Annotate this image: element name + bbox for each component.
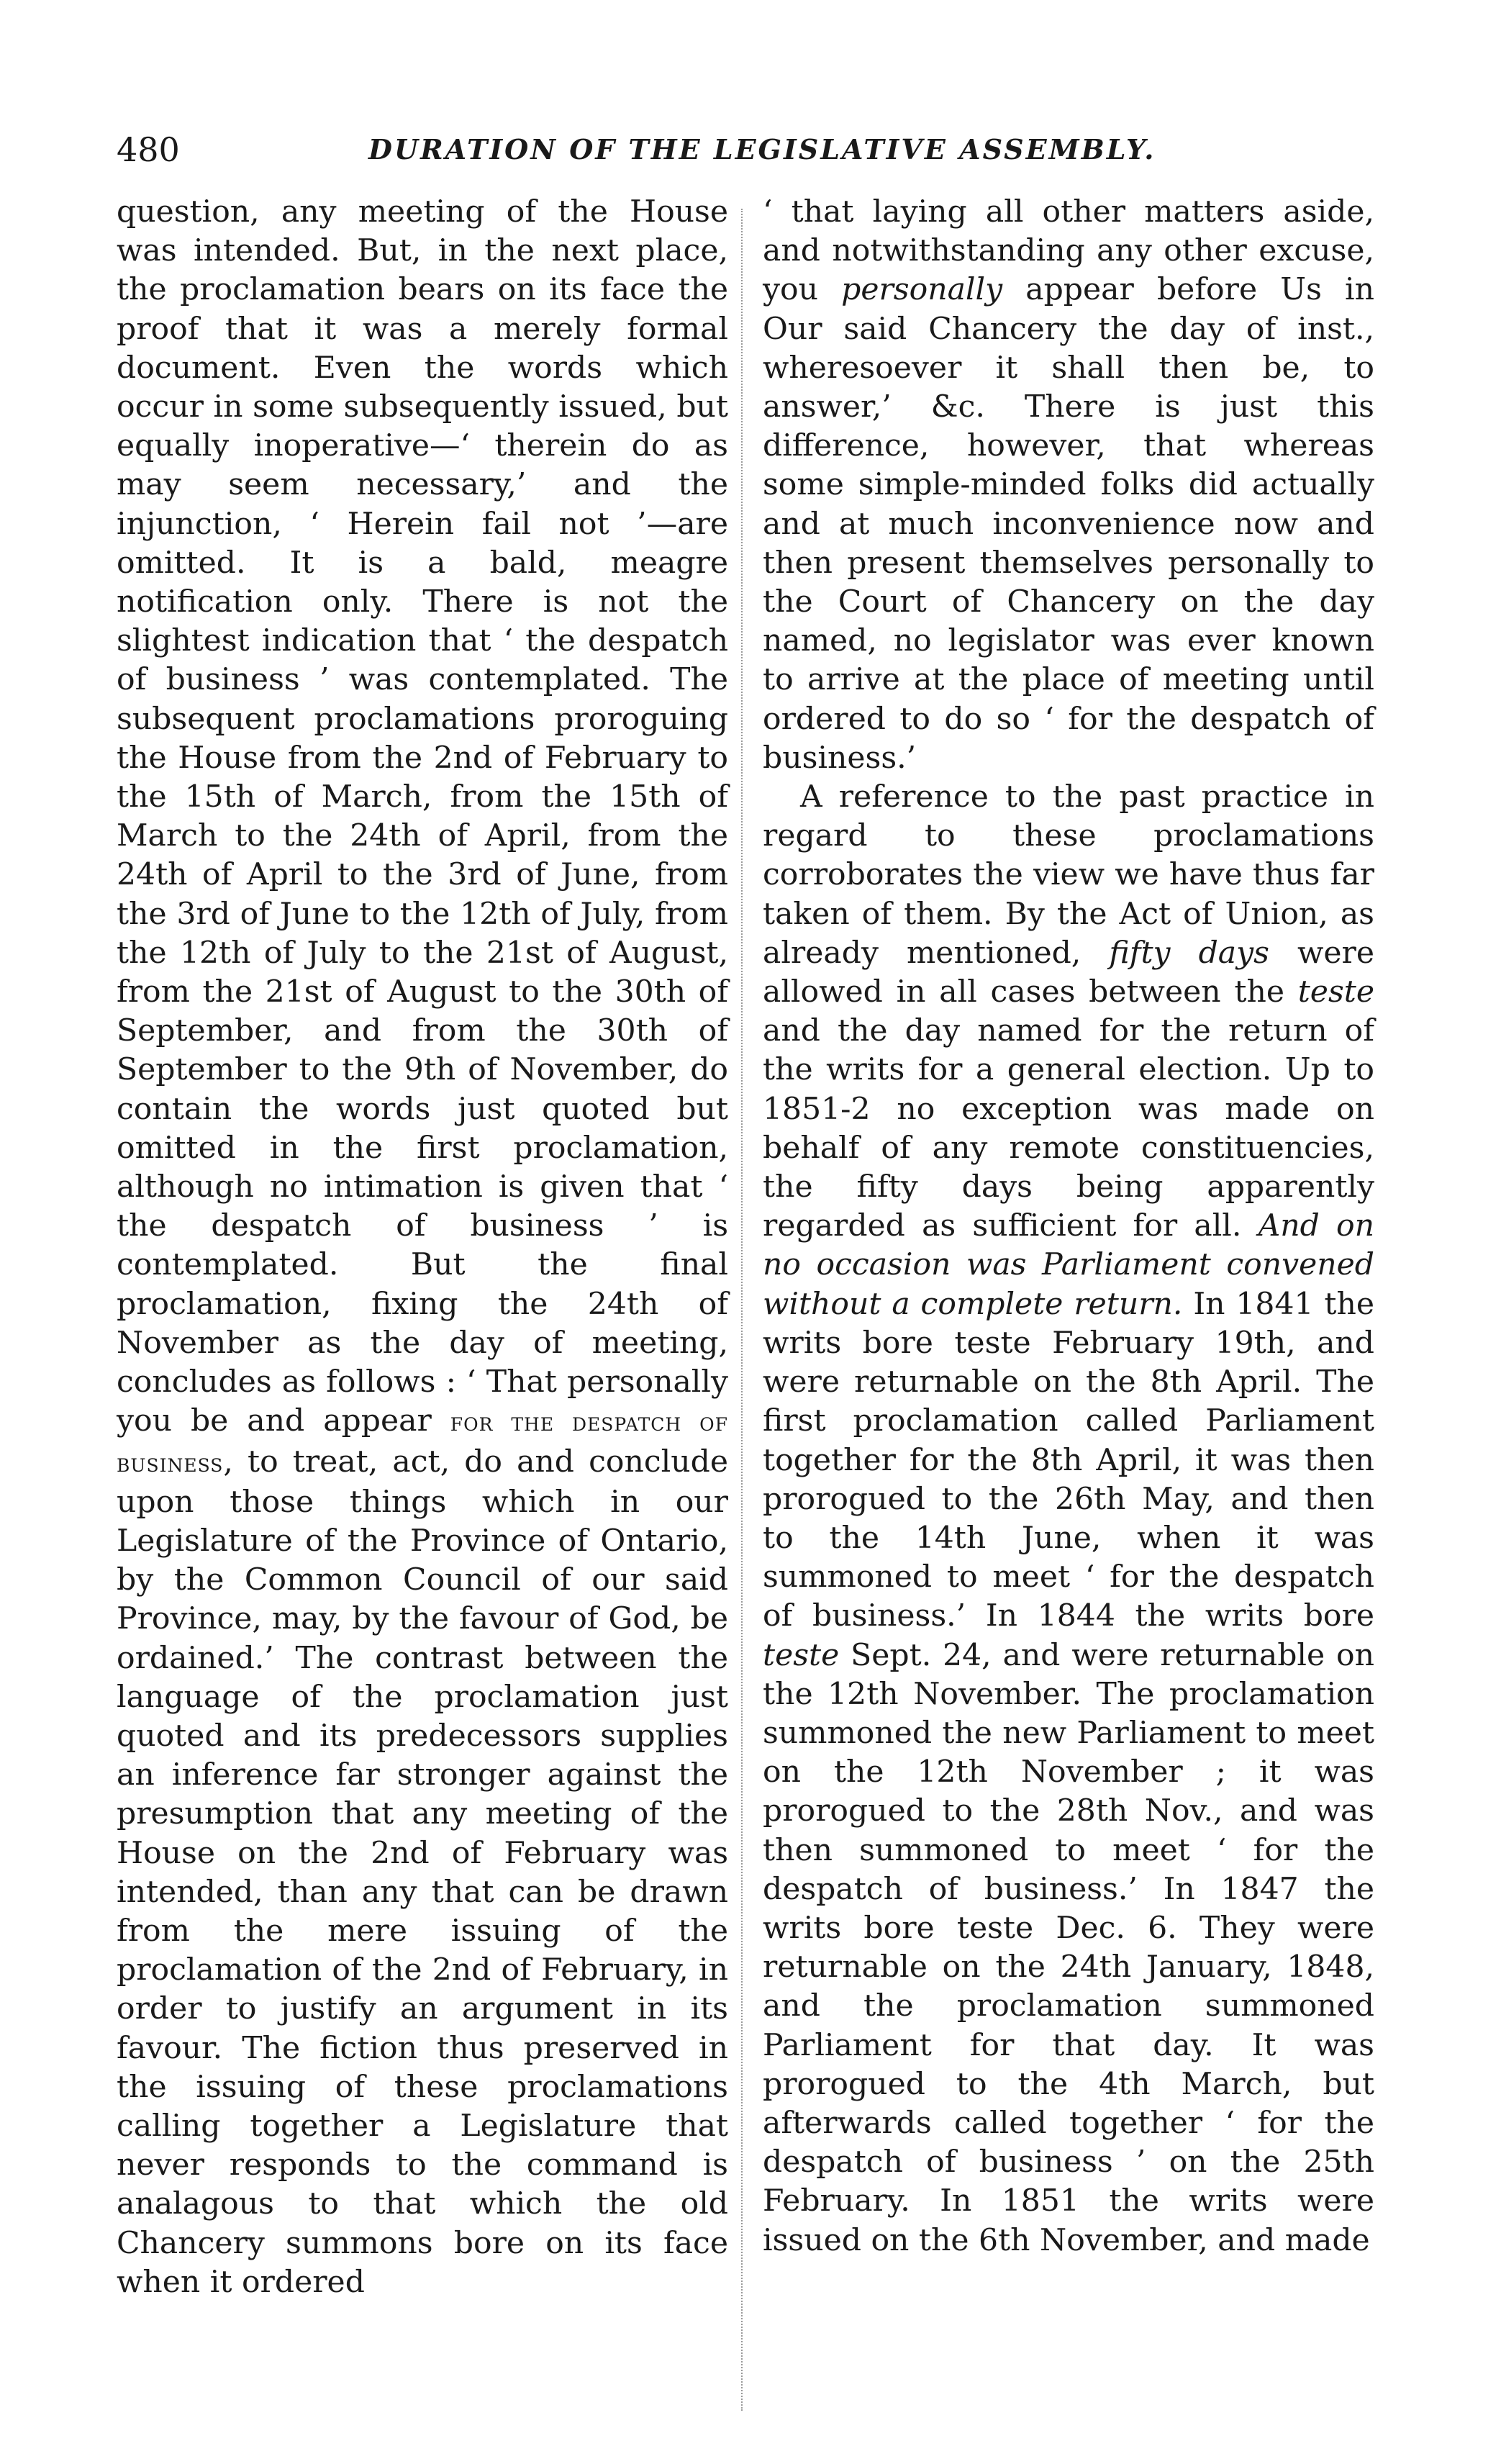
right-p2-text-e: Sept. 24, and were returnable on the 12th November. The proclamation summoned the new Parliament to meet on the 12th November ; it was prorogued to the 28th Nov., and was then summoned to meet ‘ for the despatch of business.’ In 1847 the writs bore teste Dec. 6. They were returnable on the 24th January, 1848, and the proclamation summoned Parliament for that day. It was prorogued to the 4th March, but afterwards called together ‘ for the despatch of business ’ on the 25th February. In 1851 the writs were issued on the 6th November, and made — [763, 1637, 1374, 2258]
left-text-part-1: question, any meeting of the House was intended. But, in the next place, the proclamation bears on its face the proof that it was a merely formal document. Even the words which occur in some subsequently issued, but equally inoperative—‘ therein do as may seem necessary,’ and the injunction, ‘ Herein fail not ’—are omitted. It is a bald, meagre notification only. There is not the slightest indication that ‘ the despatch of business ’ was contemplated. The subsequent proclamations proroguing the House from the 2nd of February to the 15th of March, from the 15th of March to the 24th of April, from the 24th of April to the 3rd of June, from the 3rd of June to the 12th of July, from the 12th of July to the 21st of August, from the 21st of August to the 30th of September, and from the 30th of September to the 9th of November, do contain the words just quoted but omitted in the first proclamation, although no intimation is given that ‘ the despatch of business ’ is contemplated. But the final proclamation, fixing the 24th of November as the day of meeting, concludes as follows : ‘ That personally you be and appear — [117, 194, 728, 1439]
right-p2-italic-4: teste — [763, 1637, 840, 1673]
right-p2-italic-2: teste — [1297, 974, 1374, 1010]
right-p2-italic-3: And on no occasion was Parliament convened without a complete return. — [763, 1208, 1374, 1322]
right-p2-text-a: A reference to the past practice in regard to these proclamations corroborates the view we have thus far taken of them. By the Act of Union, as already mentioned, — [763, 779, 1374, 971]
small-caps-phrase: for the despatch of business — [117, 1408, 728, 1478]
right-p2-text-d: In 1841 the writs bore teste February 19th, and were returnable on the 8th April. The first proclamation called Parliament together for the 8th April, it was then prorogued to the 26th May, and then to the 14th June, when it was summoned to meet ‘ for the despatch of business.’ In 1844 the writs bore — [763, 1286, 1375, 1634]
left-text-part-2: , to treat, act, do and conclude upon those things which in our Legislature of the Province of Ontario, by the Common Council of our said Province, may, by the favour of God, be ordained.’ The contrast between the language of the proclamation just quoted and its predecessors supplies an inference far stronger against the presumption that any meeting of the House on the 2nd of February was intended, than any that can be drawn from the mere issuing of the proclamation of the 2nd of February, in order to justify an argument in its favour. The fiction thus preserved in the issuing of these proclamations calling together a Legislature that never responds to the command is analagous to that which the old Chancery summons bore on its face when it ordered — [117, 1444, 728, 2300]
right-p1-text-b: appear before Us in Our said Chancery the day of inst., wheresoever it shall then be, to answer,’ &c. There is just this difference, however, that whereas some simple-minded folks did actually and at much inconvenience now and then present themselves personally to the Court of Chancery on the day named, no legislator was ever known to arrive at the place of meeting until ordered to do so ‘ for the despatch of business.’ — [763, 272, 1374, 776]
right-p2-italic-1: fifty days — [1109, 935, 1269, 971]
left-column — [117, 193, 728, 2302]
page-number: 480 — [117, 130, 180, 169]
right-paragraph-1 — [763, 193, 1374, 778]
right-column — [763, 193, 1374, 2260]
column-divider — [741, 209, 743, 2411]
running-title: DURATION OF THE LEGISLATIVE ASSEMBLY. — [368, 133, 1156, 166]
right-paragraph-2 — [763, 778, 1374, 2260]
left-paragraph — [117, 193, 728, 2302]
right-p1-italic: personally — [841, 272, 1003, 308]
page-header — [117, 128, 1369, 171]
right-p1-text-a: ‘ that laying all other matters aside, and notwithstanding any other excuse, you — [763, 194, 1374, 308]
right-p2-text-b: were allowed in all cases between the — [763, 935, 1374, 1010]
right-p2-text-c: and the day named for the return of the writs for a general election. Up to 1851-2 no exception was made on behalf of any remote constituencies, the fifty days being apparently regarded as sufficient for all. — [763, 1013, 1374, 1244]
